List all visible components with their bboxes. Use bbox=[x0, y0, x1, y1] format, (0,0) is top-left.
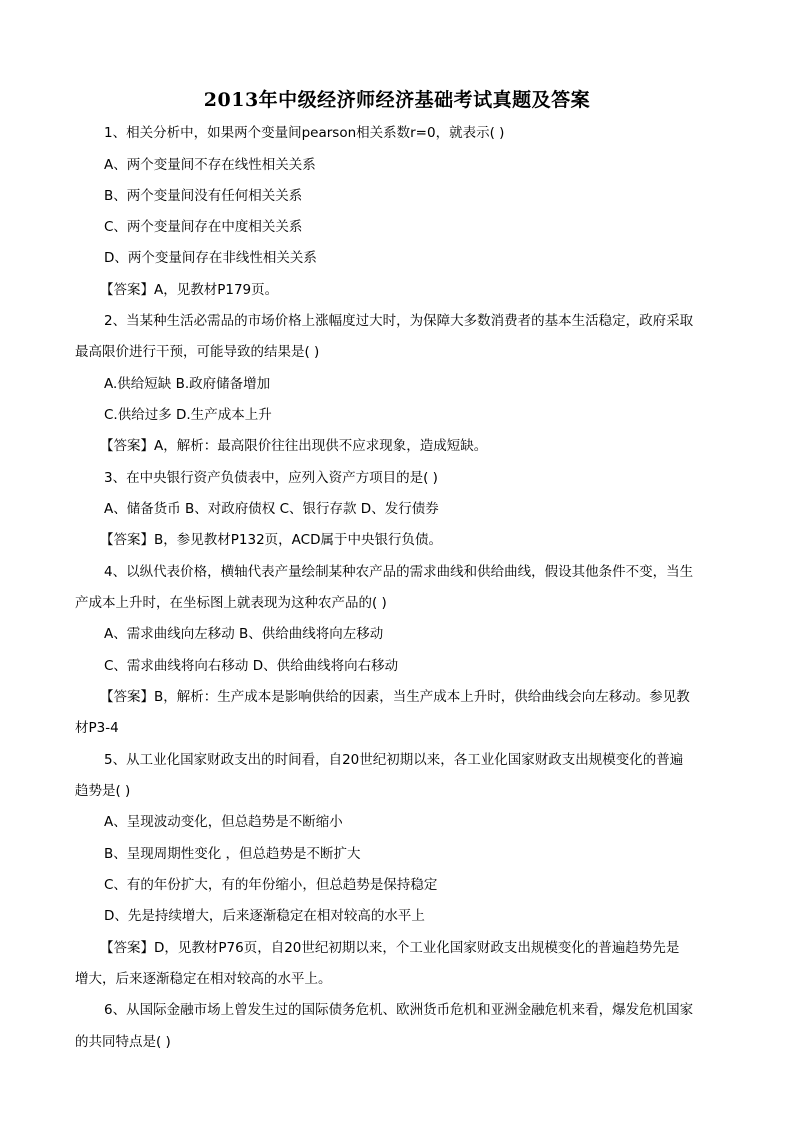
question-5-text-continued: 趋势是( ) bbox=[75, 783, 131, 799]
question-1-answer: 【答案】A，见教材P179页。 bbox=[100, 282, 279, 298]
question-5-option-b: B、呈现周期性变化 ，但总趋势是不断扩大 bbox=[104, 846, 361, 862]
question-5-option-c: C、有的年份扩大，有的年份缩小，但总趋势是保持稳定 bbox=[104, 877, 438, 893]
question-4-answer-continued: 材P3-4 bbox=[75, 720, 119, 736]
question-4-options-ab: A、需求曲线向左移动 B、供给曲线将向左移动 bbox=[104, 626, 384, 642]
question-5-option-a: A、呈现波动变化，但总趋势是不断缩小 bbox=[104, 814, 343, 830]
question-4-text: 4、以纵代表价格，横轴代表产量绘制某种农产品的需求曲线和供给曲线，假设其他条件不变，当生 bbox=[104, 564, 694, 580]
question-1-option-c: C、两个变量间存在中度相关关系 bbox=[104, 219, 303, 235]
question-5-text: 5、从工业化国家财政支出的时间看，自20世纪初期以来，各工业化国家财政支出规模变化的普遍 bbox=[104, 752, 684, 768]
question-3-answer: 【答案】B，参见教材P132页，ACD属于中央银行负债。 bbox=[100, 532, 442, 548]
question-2-options-ab: A.供给短缺 B.政府储备增加 bbox=[104, 376, 271, 392]
question-3-text: 3、在中央银行资产负债表中，应列入资产方项目的是( ) bbox=[104, 470, 438, 486]
question-1-text: 1、相关分析中，如果两个变量间pearson相关系数r=0，就表示( ) bbox=[104, 125, 505, 141]
question-1-option-a: A、两个变量间不存在线性相关关系 bbox=[104, 157, 316, 173]
question-2-options-cd: C.供给过多 D.生产成本上升 bbox=[104, 407, 272, 423]
question-5-answer-continued: 增大，后来逐渐稳定在相对较高的水平上。 bbox=[75, 971, 332, 987]
question-6-text-continued: 的共同特点是( ) bbox=[75, 1034, 171, 1050]
question-2-text-continued: 最高限价进行干预，可能导致的结果是( ) bbox=[75, 344, 320, 360]
question-6-text: 6、从国际金融市场上曾发生过的国际债务危机、欧洲货币危机和亚洲金融危机来看，爆发危机国家 bbox=[104, 1002, 694, 1018]
question-4-text-continued: 产成本上升时，在坐标图上就表现为这种农产品的( ) bbox=[75, 595, 387, 611]
question-2-answer: 【答案】A，解析：最高限价往往出现供不应求现象，造成短缺。 bbox=[100, 438, 488, 454]
question-4-answer: 【答案】B，解析：生产成本是影响供给的因素，当生产成本上升时，供给曲线会向左移动。参见教 bbox=[100, 689, 690, 705]
page-title: 2013年中级经济师经济基础考试真题及答案 bbox=[203, 89, 591, 111]
question-4-options-cd: C、需求曲线将向右移动 D、供给曲线将向右移动 bbox=[104, 658, 399, 674]
question-5-option-d: D、先是持续增大，后来逐渐稳定在相对较高的水平上 bbox=[104, 908, 425, 924]
question-2-text: 2、当某种生活必需品的市场价格上涨幅度过大时，为保障大多数消费者的基本生活稳定，政府采取 bbox=[104, 313, 694, 329]
question-1-option-d: D、两个变量间存在非线性相关关系 bbox=[104, 250, 317, 266]
question-5-answer: 【答案】D，见教材P76页，自20世纪初期以来，个工业化国家财政支出规模变化的普遍趋势先是 bbox=[100, 940, 680, 956]
question-1-option-b: B、两个变量间没有任何相关关系 bbox=[104, 188, 303, 204]
question-3-options: A、储备货币 B、对政府债权 C、银行存款 D、发行债券 bbox=[104, 501, 439, 517]
